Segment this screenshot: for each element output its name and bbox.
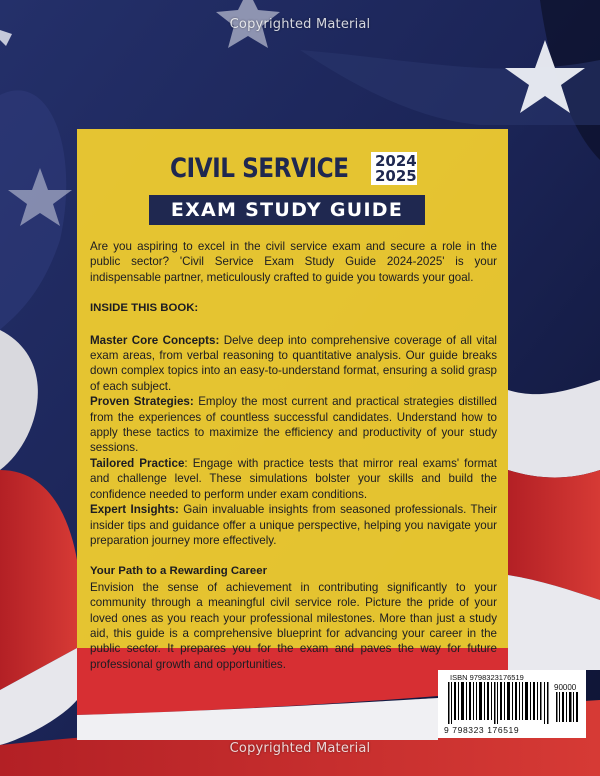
edition-years xyxy=(371,152,417,185)
back-cover-panel xyxy=(77,129,508,671)
title-block xyxy=(170,150,417,186)
feature-term: Expert Insights: xyxy=(90,503,179,517)
feature-text: Gain invaluable insights from seasoned professionals. Their insider tips and guidance offer a unique perspective, helping you navigate your preparation journey more effectively. xyxy=(90,503,497,547)
book-subtitle: EXAM STUDY GUIDE xyxy=(149,195,425,225)
feature-text: Employ the most current and practical strategies distilled from the experiences of countless successful candidates. Understand how to apply these tactics to maximize the efficiency and productivity of your study sessions. xyxy=(90,395,497,455)
isbn-label: ISBN 9798323176519 xyxy=(450,673,524,682)
price-code: 90000 xyxy=(554,683,577,692)
feature-text: Delve deep into comprehensive coverage of all vital exam areas, from verbal reasoning to quantitative analysis. Our guide breaks down complex topics into an easy-to-understand format, ensuring a solid grasp of each subject. xyxy=(90,333,497,393)
description-body xyxy=(90,239,497,672)
feature-item xyxy=(90,394,497,456)
barcode-digits: 9 798323 176519 xyxy=(444,725,520,735)
watermark-bottom: Copyrighted Material xyxy=(229,741,371,756)
feature-text: : Engage with practice tests that mirror real exams' format and challenge level. These simulations bolster your skills and build the confidence needed to perform under exam conditions. xyxy=(90,456,498,501)
feature-item xyxy=(90,502,497,548)
barcode-bars xyxy=(448,682,552,724)
year-start: 2024 xyxy=(375,152,417,170)
feature-term: Proven Strategies: xyxy=(90,395,194,409)
feature-term: Tailored Practice xyxy=(90,456,185,470)
feature-item xyxy=(90,456,497,502)
feature-term: Master Core Concepts: xyxy=(90,333,220,347)
intro-paragraph: Are you aspiring to excel in the civil service exam and secure a role in the public sector? 'Civil Service Exam Study Guide 2024-2025' is your indispensable partner, meticulously crafted to guide you towards your goal. xyxy=(90,240,497,284)
year-end: 2025 xyxy=(375,167,417,185)
price-barcode-bars xyxy=(556,692,580,722)
career-heading: Your Path to a Rewarding Career xyxy=(90,565,268,578)
watermark-top: Copyrighted Material xyxy=(229,17,371,32)
book-title: CIVIL SERVICE xyxy=(170,152,349,184)
inside-heading: INSIDE THIS BOOK: xyxy=(90,302,199,315)
feature-item xyxy=(90,333,497,395)
isbn-barcode xyxy=(438,670,586,738)
career-paragraph: Envision the sense of achievement in contributing significantly to your community through a meaningful civil service role. Picture the pride of your loved ones as you reach your professional milestones. More than just a study aid, this guide is a comprehensive blueprint for advancing your career in the public sector. It prepares you for the exam and paves the way for future professional growth and opportunities. xyxy=(90,580,497,671)
